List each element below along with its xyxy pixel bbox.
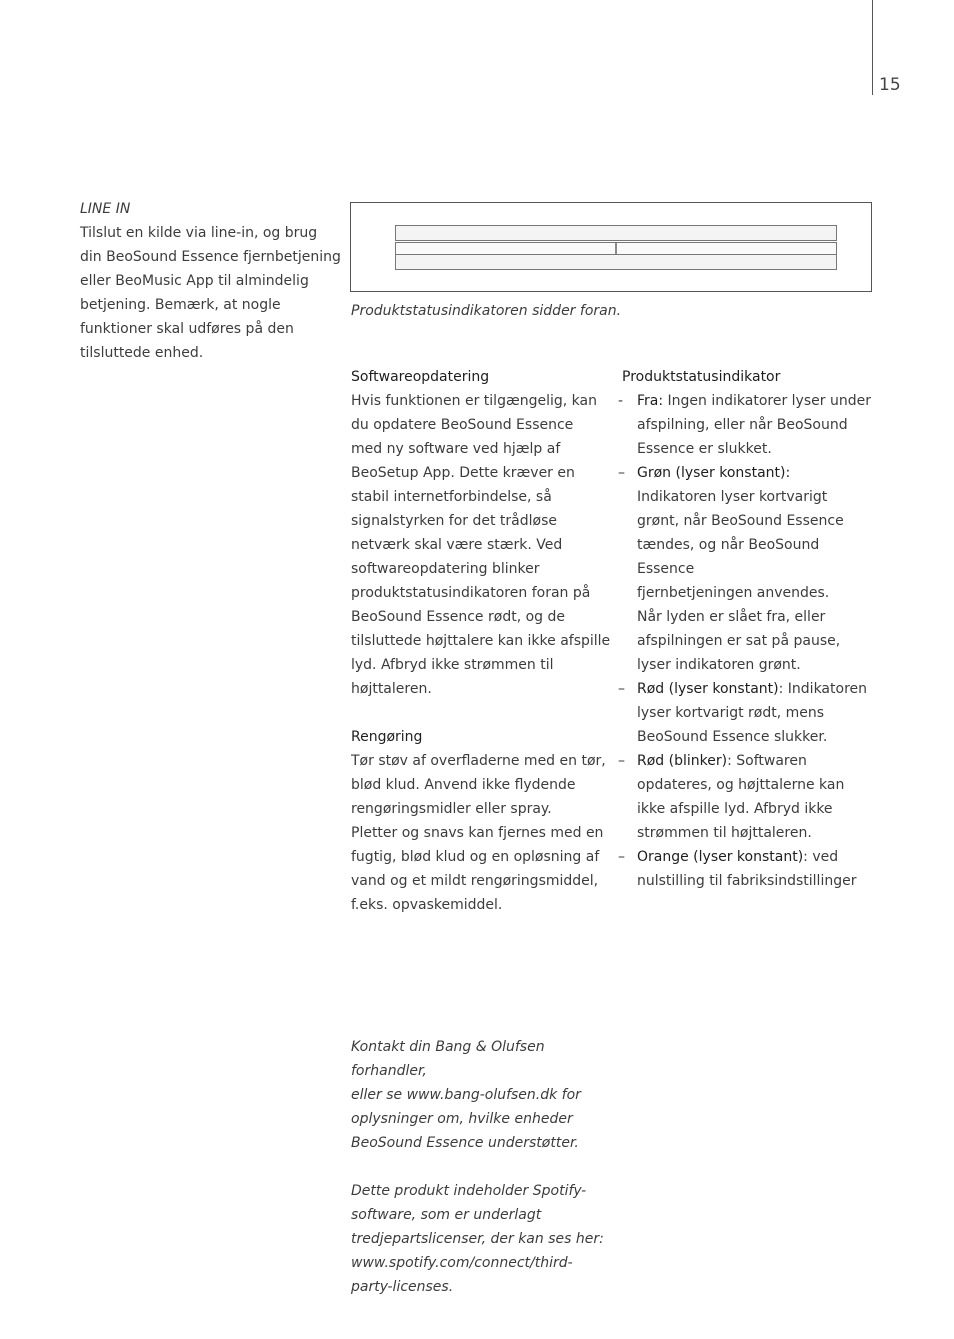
line-in-title: LINE IN: [80, 201, 131, 217]
status-item-green: – Grøn (lyser konstant): Indikatoren lyser kortvarigt grønt, når BeoSound Essence tændes, og når BeoSound Essence fjernbetjeningen anvendes. Når lyden er slået fra, eller afspilningen er sat på pause, lyser indikatoren grønt.: [618, 465, 844, 673]
status-indicator-section: [618, 365, 880, 893]
spotify-note: Dette produkt indeholder Spotify- software, som er underlagt tredjepartslicenser, der kan ses her: www.spotify.com/connect/third- party-licenses.: [351, 1183, 604, 1295]
notes-section: [351, 1035, 613, 1299]
cleaning-title: Rengøring: [351, 729, 423, 745]
status-item-red-blinking: – Rød (blinker): Softwaren opdateres, og højttalerne kan ikke afspille lyd. Afbryd ikke strømmen til højttaleren.: [618, 753, 845, 841]
middle-column: [351, 365, 613, 917]
speaker-top-bar: [395, 225, 837, 241]
status-item-off: - Fra: Ingen indikatorer lyser under afspilning, eller når BeoSound Essence er slukket.: [618, 393, 871, 457]
page-edge-rule: [872, 0, 873, 95]
line-in-body: Tilslut en kilde via line-in, og brug din BeoSound Essence fjernbetjening eller BeoMusic App til almindelig betjening. Bemærk, at nogle funktioner skal udføres på den tilsluttede enhed.: [80, 225, 341, 361]
speaker-bottom-bar: [395, 254, 837, 270]
page-number: 15: [879, 75, 901, 95]
software-update-body: Hvis funktionen er tilgængelig, kan du opdatere BeoSound Essence med ny software ved hjælp af BeoSetup App. Dette kræver en stabil internetforbindelse, så signalstyrken for det trådløse netværk skal være stærk. Ved softwareopdatering blinker produktstatusindikatoren foran på BeoSound Essence rødt, og de tilsluttede højttalere kan ikke afspille lyd. Afbryd ikke strømmen til højttaleren.: [351, 393, 611, 697]
dealer-note: Kontakt din Bang & Olufsen forhandler, eller se www.bang-olufsen.dk for oplysninger om, hvilke enheder BeoSound Essence understøtter.: [351, 1039, 581, 1151]
status-item-red-constant: – Rød (lyser konstant): Indikatoren lyser kortvarigt rødt, mens BeoSound Essence slukker.: [618, 681, 867, 745]
product-illustration: [350, 202, 872, 292]
status-title: Produktstatusindikator: [622, 369, 781, 385]
figure-caption: Produktstatusindikatoren sidder foran.: [351, 303, 622, 319]
software-update-title: Softwareopdatering: [351, 369, 490, 385]
status-list: [618, 389, 880, 893]
line-in-section: [80, 197, 342, 365]
cleaning-body: Tør støv af overfladerne med en tør, blød klud. Anvend ikke flydende rengøringsmidler eller spray. Pletter og snavs kan fjernes med en fugtig, blød klud og en opløsning af vand og et mildt rengøringsmiddel, f.eks. opvaskemiddel.: [351, 753, 606, 913]
status-item-orange: – Orange (lyser konstant): ved nulstilling til fabriksindstillinger: [618, 849, 857, 889]
status-indicator-light: [615, 243, 617, 254]
